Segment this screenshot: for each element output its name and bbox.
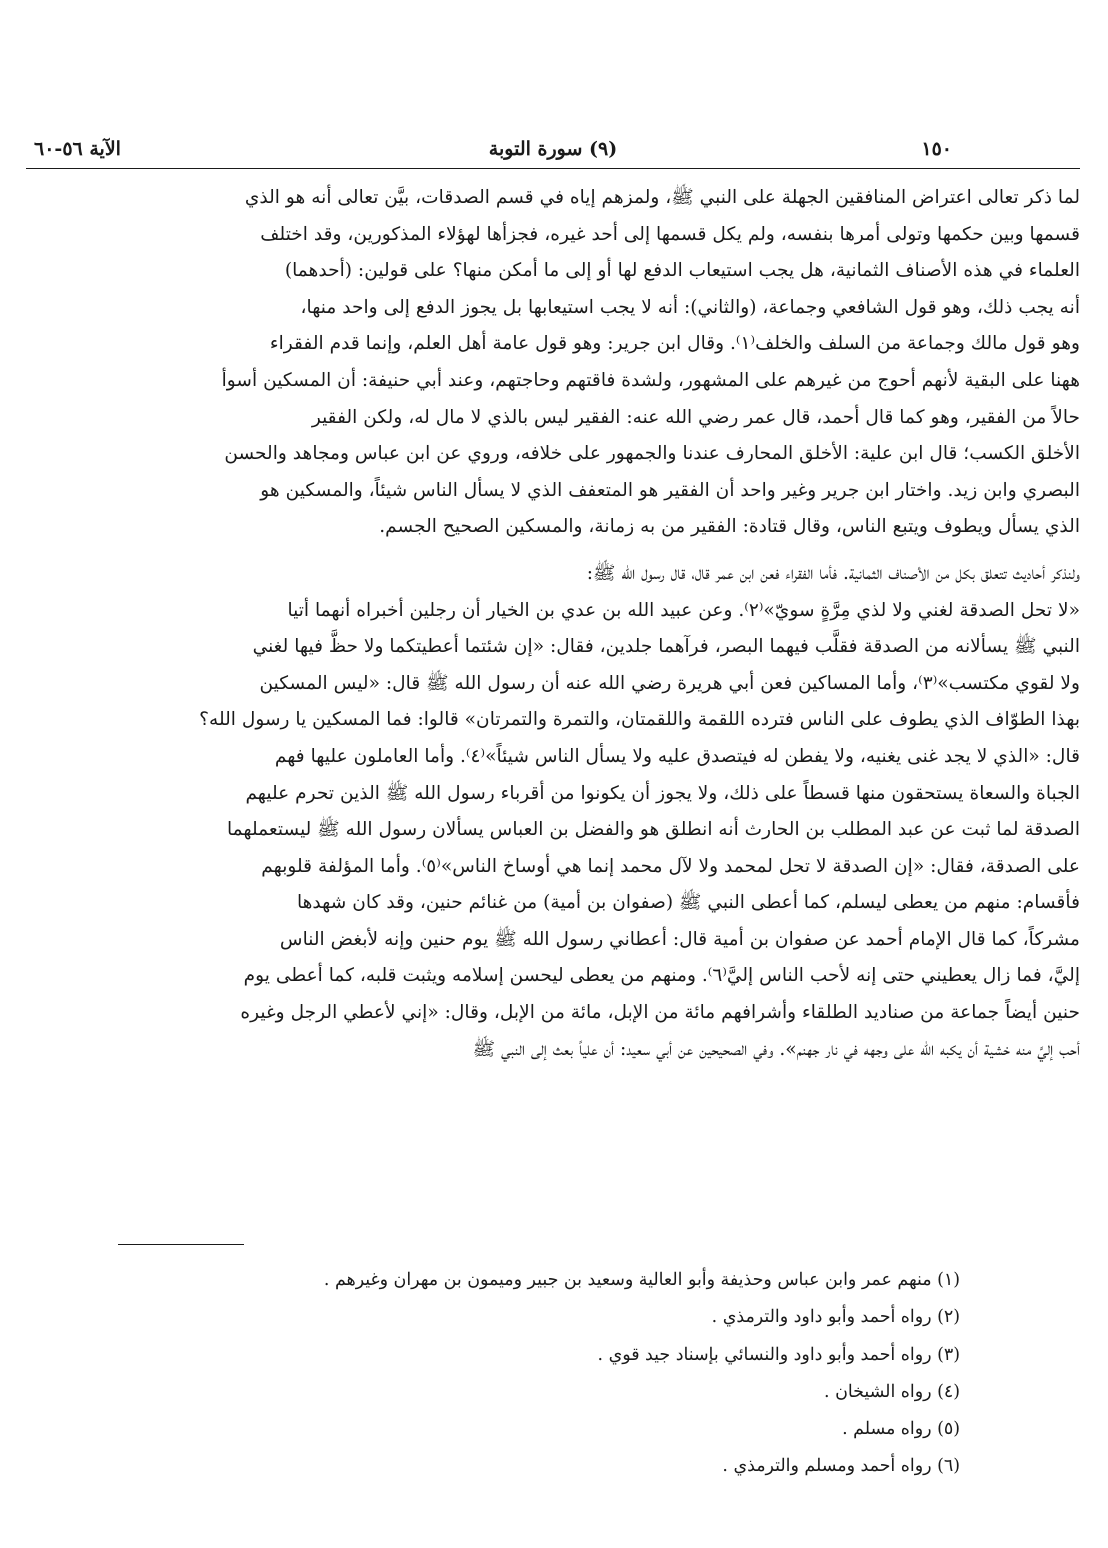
footnote-item: (٣) رواه أحمد وأبو داود والنسائي بإسناد جيد قوي .	[597, 1344, 960, 1365]
paragraph: ولنذكر أحاديث تتعلق بكل من الأصناف الثمانية. فأما الفقراء فعن ابن عمر قال، قال رسول الله ﷺ: «لا تحل الصدقة لغني ولا لذي مِرَّةٍ سويّ»⁽٢⁾. وعن عبيد الله بن عدي بن الخيار أن رجلين أخبراه أنهما أتيا النبي ﷺ يسألانه من الصدقة فقلَّب فيهما البصر، فرآهما جلدين، فقال: «إن شئتما أعطيتكما ولا حظَّ فيها لغني ولا لقوي مكتسب»⁽٣⁾، وأما المساكين فعن أبي هريرة رضي الله عنه أن رسول الله ﷺ قال: «ليس المسكين بهذا الطوّاف الذي يطوف على الناس فترده اللقمة واللقمتان، والتمرة والتمرتان» قالوا: فما المسكين يا رسول الله؟ قال: «الذي لا يجد غنى يغنيه، ولا يفطن له فيتصدق عليه ولا يسأل الناس شيئاً»⁽٤⁾. وأما العاملون عليها فهم الجباة والسعاة يستحقون منها قسطاً على ذلك، ولا يجوز أن يكونوا من أقرباء رسول الله ﷺ الذين تحرم عليهم الصدقة لما ثبت عن عبد المطلب بن الحارث أنه انطلق هو والفضل بن العباس يسألان رسول الله ﷺ ليستعملهما على الصدقة، فقال: «إن الصدقة لا تحل لمحمد ولا لآل محمد إنما هي أوساخ الناس»⁽٥⁾. وأما المؤلفة قلوبهم فأقسام: منهم من يعطى ليسلم، كما أعطى النبي ﷺ (صفوان بن أمية) من غنائم حنين، وقد كان شهدها مشركاً، كما قال الإمام أحمد عن صفوان بن أمية قال: أعطاني رسول الله ﷺ يوم حنين وإنه لأبغض الناس إليَّ، فما زال يعطيني حتى إنه لأحب الناس إليَّ⁽٦⁾. ومنهم من يعطى ليحسن إسلامه ويثبت قلبه، كما أعطى يوم حنين أيضاً جماعة من صناديد الطلقاء وأشرافهم مائة من الإبل، مائة من الإبل، وقال: «إني لأعطي الرجل وغيره أحب إليَّ منه خشية أن يكبه الله على وجهه في نار جهنم». وفي الصحيحين عن أبي سعيد: أن علياً بعث إلى النبي ﷺ	[199, 562, 1080, 1060]
page-number: ١٥٠	[921, 138, 952, 160]
footnotes	[40, 1262, 960, 1486]
footnote-item: (١) منهم عمر وابن عباس وحذيفة وأبو العالية وسعيد بن جبير وميمون بن مهران وغيرهم .	[323, 1270, 960, 1290]
footnote-item: (٢) رواه أحمد وأبو داود والترمذي .	[711, 1307, 960, 1328]
paragraph: لما ذكر تعالى اعتراض المنافقين الجهلة على النبي ﷺ، ولمزهم إياه في قسم الصدقات، بيَّن تعالى أنه هو الذي قسمها وبين حكمها وتولى أمرها بنفسه، ولم يكل قسمها إلى أحد غيره، فجزأها لهؤلاء المذكورين، وقد اختلف العلماء في هذه الأصناف الثمانية، هل يجب استيعاب الدفع لها أو إلى ما أمكن منها؟ على قولين: (أحدهما) أنه يجب ذلك، وهو قول الشافعي وجماعة، (والثاني): أنه لا يجب استيعابها بل يجوز الدفع إلى واحد منها، وهو قول مالك وجماعة من السلف والخلف⁽١⁾. وقال ابن جرير: وهو قول عامة أهل العلم، وإنما قدم الفقراء ههنا على البقية لأنهم أحوج من غيرهم على المشهور، ولشدة فاقتهم وحاجتهم، وعند أبي حنيفة: أن المسكين أسوأ حالاً من الفقير، وهو كما قال أحمد، قال عمر رضي الله عنه: الفقير ليس بالذي لا مال له، ولكن الفقير الأخلق الكسب؛ قال ابن علية: الأخلق المحارف عندنا والجمهور على خلافه، وروي عن ابن عباس ومجاهد والحسن البصري وابن زيد. واختار ابن جرير وغير واحد أن الفقير هو المتعفف الذي لا يسأل الناس شيئاً، والمسكين هو الذي يسأل ويطوف ويتبع الناس، وقال قتادة: الفقير من به زمانة، والمسكين الصحيح الجسم.	[221, 187, 1080, 538]
footnote-separator	[118, 1244, 244, 1245]
footnote-item: (٤) رواه الشيخان .	[824, 1381, 960, 1402]
footnote-item: (٥) رواه مسلم .	[842, 1419, 960, 1440]
surah-title: (٩) سورة التوبة	[488, 138, 618, 160]
page-header	[26, 128, 1080, 169]
main-text	[26, 180, 1080, 1068]
ayah-range: الآية ٥٦-٦٠	[34, 138, 121, 160]
footnote-item: (٦) رواه أحمد ومسلم والترمذي .	[722, 1456, 960, 1477]
